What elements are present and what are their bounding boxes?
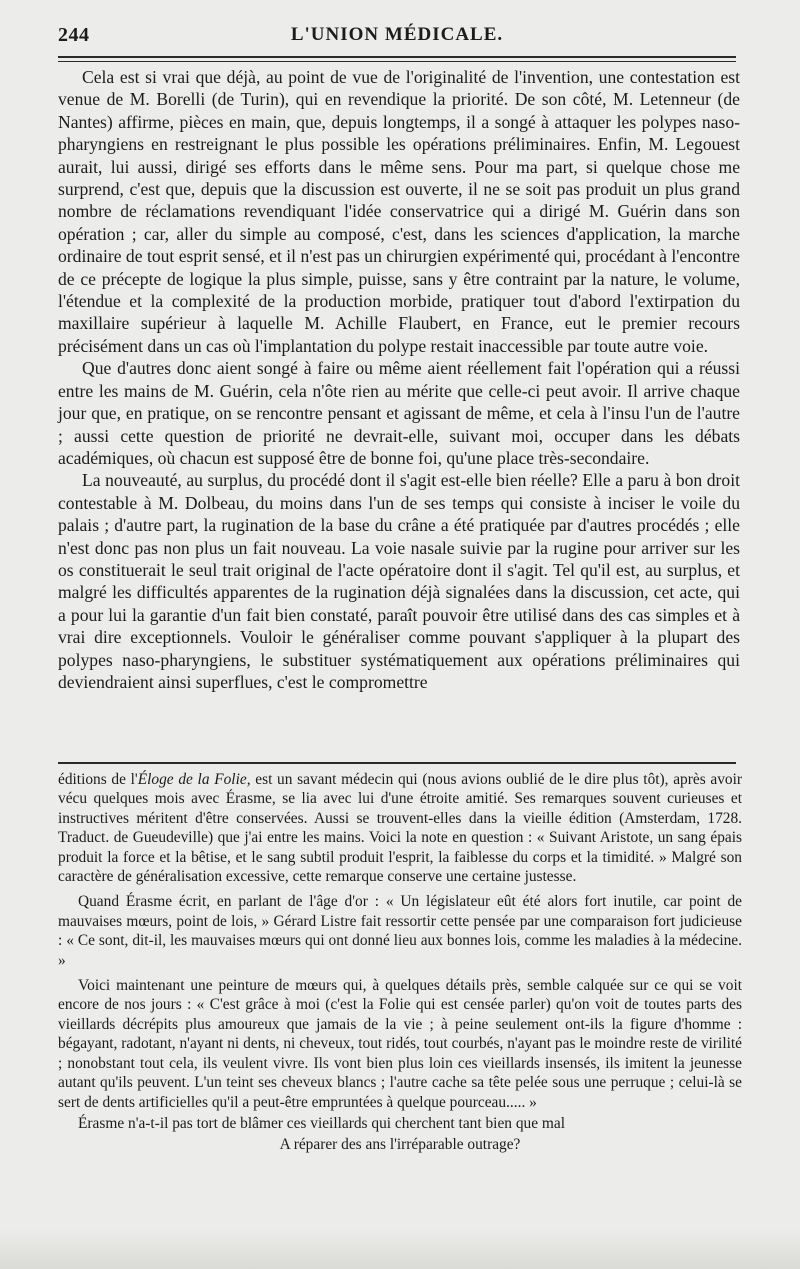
running-title: L'UNION MÉDICALE.: [290, 24, 504, 45]
page-header: [58, 22, 736, 52]
footnote-paragraph: [58, 770, 742, 886]
paper-edge: [0, 1229, 800, 1269]
main-text: [58, 66, 740, 693]
page-number: 244: [58, 24, 90, 46]
body-paragraph: Que d'autres donc aient songé à faire ou même aient réellement fait l'opération qui a réussi entre les mains de M. Guérin, cela n'ôte rien au mérite que celle-ci peut avoir. Il arrive chaque jour que, en pratique, on se rencontre pensant et agissant de même, et cela à l'insu l'un de l'autre ; aussi cette question de priorité ne devrait-elle, suivant moi, occuper dans les débats académiques, où chacun est supposé être de bonne foi, qu'une place très-secondaire.: [58, 358, 740, 468]
footnote-paragraph: Érasme n'a-t-il pas tort de blâmer ces vieillards qui cherchent tant bien que mal: [78, 1114, 565, 1132]
footnotes: [58, 770, 742, 1157]
body-paragraph: La nouveauté, au surplus, du procédé dont il s'agit est-elle bien réelle? Elle a paru à bon droit contestable à M. Dolbeau, du moins dans l'un de ses temps qui consiste à inciser le voile du palais ; d'autre part, la rugination de la base du crâne a été pratiquée par d'autres procédés ; elle n'est donc pas non plus un fait nouveau. La voie nasale suivie par la rugine pour arriver sur les os constituerait le seul trait original de l'acte opératoire dont il s'agit. Tel qu'il est, au surplus, et malgré les difficultés apparentes de la rugination déjà signalées dans la discussion, cet acte, qui a pour lui la garantie d'un fait bien constaté, paraît pouvoir être utilisé dans des cas simples et à vrai dire exceptionnels. Vouloir le généraliser comme pouvant s'appliquer à la plupart des polypes naso-pharyngiens, le substituer systématiquement aux opérations préliminaires qui deviendraient ainsi superflues, c'est le compromettre: [58, 470, 740, 692]
verse-quote: A réparer des ans l'irréparable outrage?: [279, 1136, 521, 1154]
body-paragraph: Cela est si vrai que déjà, au point de vue de l'originalité de l'invention, une contestation est venue de M. Borelli (de Turin), qui en revendique la priorité. De son côté, M. Letenneur (de Nantes) affirme, pièces en main, que, depuis longtemps, il a songé à attaquer les polypes naso-pharyngiens en restreignant le plus possible les opérations préliminaires. Enfin, M. Legouest aurait, lui aussi, dirigé ses efforts dans le même sens. Pour ma part, si quelque chose me surprend, c'est que, depuis que la discussion est ouverte, il ne se soit pas produit un plus grand nombre de réclamations revendiquant l'idée conservatrice qui a dirigé M. Guérin dans son opération ; car, aller du simple au composé, c'est, dans les sciences d'application, la marche ordinaire de tout esprit sensé, et il n'est pas un chirurgien expérimenté qui, procédant à l'encontre de ce précepte de logique la plus simple, puisse, sans y être contraint par la nature, le volume, l'étendue et la complexité de la production morbide, pratiquer tout d'abord l'extirpation du maxillaire supérieur à laquelle M. Achille Flaubert, en France, eut le premier recours précisément dans un cas où l'implantation du polype restait inaccessible par toute autre voie.: [58, 67, 740, 356]
footnote-paragraph: Quand Érasme écrit, en parlant de l'âge d'or : « Un législateur eût été alors fort inutile, car point de mauvaises mœurs, point de lois, » Gérard Listre fait ressortir cette pensée par une comparaison fort judicieuse : « Ce sont, dit-il, les mauvaises mœurs qui ont donné lieu aux bonnes lois, comme les maladies à la médecine. »: [58, 893, 742, 969]
footnote-paragraph: Voici maintenant une peinture de mœurs qui, à quelques détails près, semble calquée sur ce qui se voit encore de nos jours : « C'est grâce à moi (c'est la Folie qui est censée parler) qu'on voit de toutes parts des vieillards décrépits plus amoureux que jamais de la vie ; à peine seulement ont-ils la figure d'homme : bégayant, radotant, n'ayant ni dents, ni cheveux, tout ridés, tout courbés, n'ayant pas le moindre reste de virilité ; nonobstant tout cela, ils veulent vivre. Ils vont bien plus loin ces vieillards insensés, ils imitent la jeunesse autant qu'ils peuvent. L'un teint ses cheveux blancs ; l'autre cache sa tête pelée sous une perruque ; celui-là se sert de dents artificielles qu'il a peut-être empruntées à quelque pourceau..... »: [58, 977, 742, 1111]
book-title: Éloge de la Folie,: [137, 771, 251, 788]
header-rule: [58, 56, 736, 58]
footnote-text: éditions de l': [58, 771, 138, 788]
footnote-text: est un savant médecin qui (nous avions oublié de le dire plus tôt), après avoir vécu quelques mois avec Érasme, se lia avec lui d'une étroite amitié. Ses remarques souvent curieuses et instructives méritent d'être conservées. Aussi se trouvent-elles dans la vieille édition (Amsterdam, 1728. Traduct. de Gueudeville) que j'ai entre les mains. Voici la note en question : « Suivant Aristote, un sang épais produit la force et la bêtise, et le sang subtil produit l'esprit, la faiblesse du corps et la timidité. » Malgré son caractère de généralisation excessive, cette remarque conserve une certaine justesse.: [58, 771, 742, 886]
footnote-rule: [58, 762, 736, 764]
header-rule-thin: [58, 61, 736, 62]
